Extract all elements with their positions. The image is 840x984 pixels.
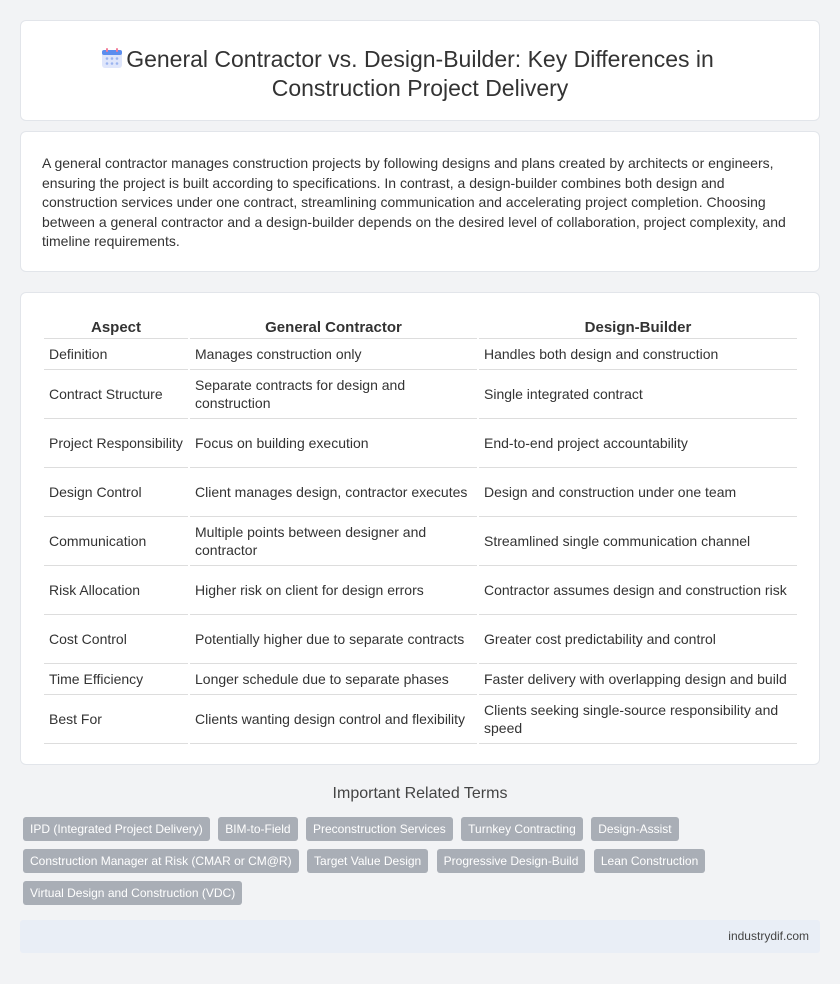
cell-aspect: Contract Structure — [44, 370, 188, 419]
header-card — [20, 20, 820, 121]
related-term-tag[interactable]: IPD (Integrated Project Delivery) — [23, 817, 210, 841]
cell-aspect: Design Control — [44, 468, 188, 517]
cell-design-builder: Design and construction under one team — [479, 468, 797, 517]
related-term-tag[interactable]: BIM-to-Field — [218, 817, 297, 841]
header-general-contractor: General Contractor — [190, 317, 477, 339]
cell-design-builder: End-to-end project accountability — [479, 419, 797, 468]
table-row — [44, 566, 797, 615]
table-row — [44, 468, 797, 517]
footer-site-link[interactable]: industrydif.com — [728, 929, 809, 943]
intro-card — [20, 131, 820, 272]
cell-aspect: Communication — [44, 517, 188, 566]
cell-general-contractor: Longer schedule due to separate phases — [190, 664, 477, 695]
related-terms-list — [23, 817, 743, 913]
cell-aspect: Definition — [44, 339, 188, 370]
related-term-tag[interactable]: Virtual Design and Construction (VDC) — [23, 881, 242, 905]
intro-paragraph: A general contractor manages construction projects by following designs and plans created by architects or engineers, ensuring the project is built according to specifications. In contrast, a design-builder combines both design and construction services under one contract, streamlining communication and accelerating project completion. Choosing between a general contractor and a design-builder depends on the desired level of collaboration, project complexity, and timeline requirements. — [42, 155, 786, 249]
cell-design-builder: Greater cost predictability and control — [479, 615, 797, 664]
cell-general-contractor: Higher risk on client for design errors — [190, 566, 477, 615]
table-header-row — [44, 317, 797, 339]
cell-general-contractor: Potentially higher due to separate contracts — [190, 615, 477, 664]
cell-general-contractor: Client manages design, contractor executes — [190, 468, 477, 517]
related-term-tag[interactable]: Construction Manager at Risk (CMAR or CM@R) — [23, 849, 299, 873]
related-term-tag[interactable]: Lean Construction — [594, 849, 705, 873]
related-term-tag[interactable]: Preconstruction Services — [306, 817, 453, 841]
cell-aspect: Best For — [44, 695, 188, 744]
table-row — [44, 370, 797, 419]
table-row — [44, 695, 797, 744]
header-design-builder: Design-Builder — [479, 317, 797, 339]
cell-design-builder: Streamlined single communication channel — [479, 517, 797, 566]
cell-general-contractor: Multiple points between designer and contractor — [190, 517, 477, 566]
related-term-tag[interactable]: Turnkey Contracting — [461, 817, 583, 841]
cell-aspect: Cost Control — [44, 615, 188, 664]
related-term-tag[interactable]: Progressive Design-Build — [437, 849, 586, 873]
cell-design-builder: Faster delivery with overlapping design and build — [479, 664, 797, 695]
cell-design-builder: Clients seeking single-source responsibility and speed — [479, 695, 797, 744]
table-row — [44, 419, 797, 468]
related-terms-title: Important Related Terms — [332, 785, 508, 802]
cell-general-contractor: Separate contracts for design and construction — [190, 370, 477, 419]
cell-general-contractor: Manages construction only — [190, 339, 477, 370]
page-title: General Contractor vs. Design-Builder: Key Differences in Construction Project Delivery — [126, 46, 714, 101]
table-row — [44, 339, 797, 370]
comparison-table-card — [20, 292, 820, 765]
cell-design-builder: Handles both design and construction — [479, 339, 797, 370]
footer — [20, 920, 820, 953]
table-row — [44, 615, 797, 664]
cell-design-builder: Contractor assumes design and construction risk — [479, 566, 797, 615]
comparison-table — [42, 317, 799, 744]
table-row — [44, 664, 797, 695]
cell-aspect: Project Responsibility — [44, 419, 188, 468]
cell-general-contractor: Clients wanting design control and flexibility — [190, 695, 477, 744]
related-term-tag[interactable]: Target Value Design — [307, 849, 428, 873]
table-row — [44, 517, 797, 566]
cell-aspect: Risk Allocation — [44, 566, 188, 615]
header-aspect: Aspect — [44, 317, 188, 339]
cell-design-builder: Single integrated contract — [479, 370, 797, 419]
cell-general-contractor: Focus on building execution — [190, 419, 477, 468]
cell-aspect: Time Efficiency — [44, 664, 188, 695]
related-term-tag[interactable]: Design-Assist — [591, 817, 678, 841]
